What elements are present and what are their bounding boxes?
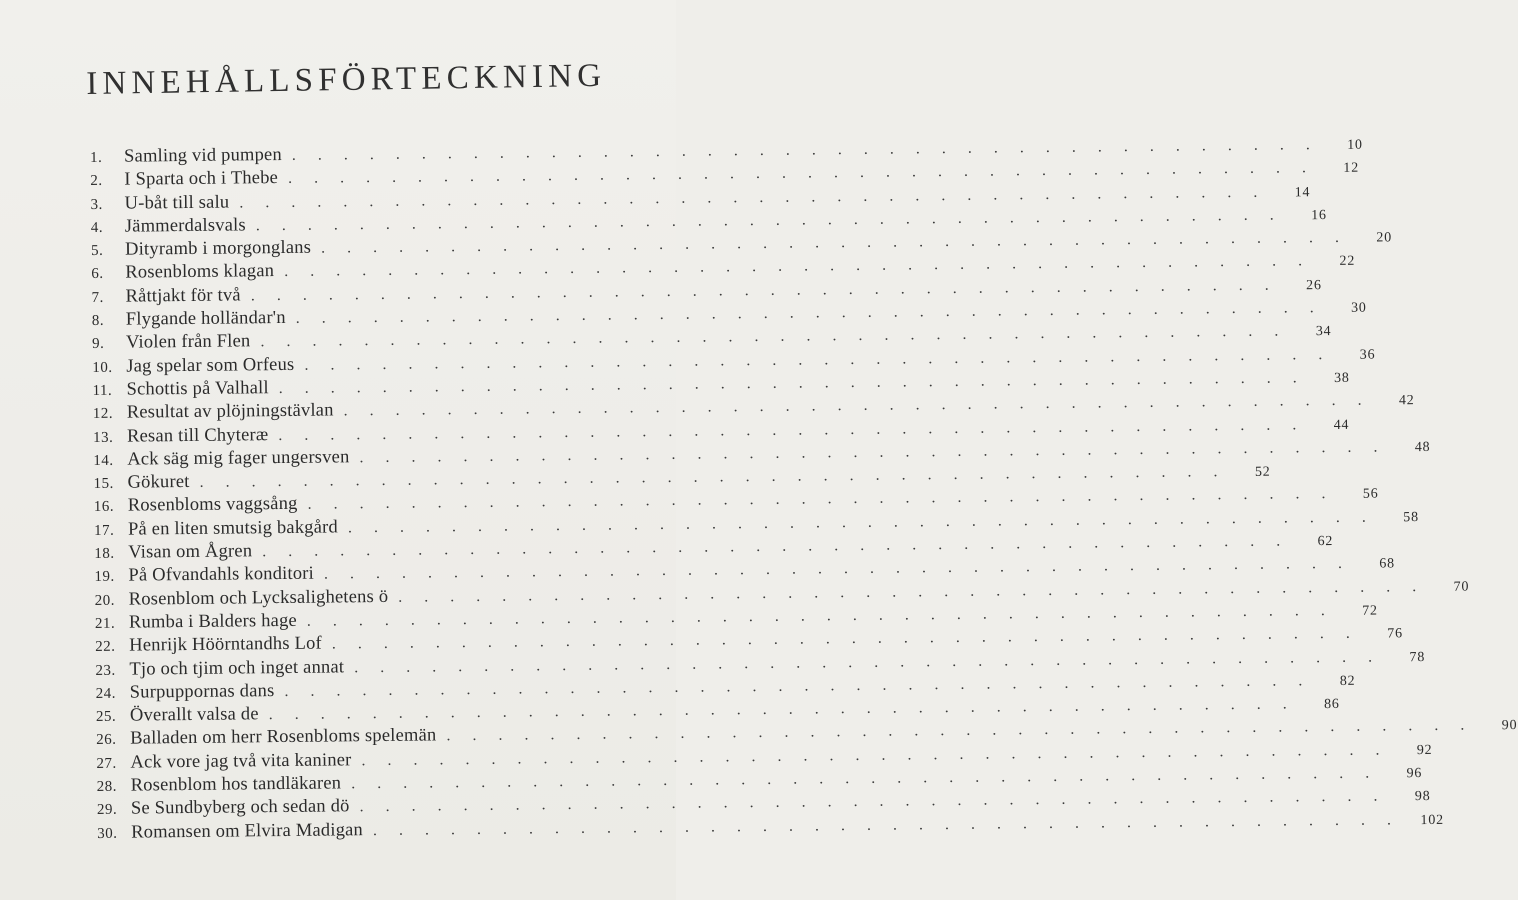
toc-dot-leader: . . . . . . . . . . . . . . . . . . . . . . . . . . . . . . . . . . . . . . . . [255,206,1283,235]
toc-entry-title: Rosenbloms klagan [125,261,275,284]
toc-entry-title: Flygande holländar'n [125,308,286,330]
toc-entry-title: Råttjakt för två [125,285,241,307]
toc-entry-title: Romansen om Elvira Madigan [131,819,364,843]
toc-entry-page-number: 72 [1362,603,1378,619]
toc-entry-title: Rosenbloms vaggsång [127,494,298,517]
toc-entry-page-number: 98 [1414,789,1431,805]
toc-entry-number: 15. [93,475,114,493]
toc-entry-title: Ack säg mig fager ungersven [127,447,350,470]
toc-entry-number: 7. [91,289,104,306]
toc-entry-page-number: 96 [1406,766,1423,782]
toc-dot-leader: . . . . . . . . . . . . . . . . . . . . . . . . . . . . . . . . . . . . . . . . [323,555,1352,583]
toc-entry-page-number: 12 [1343,161,1360,177]
toc-dot-leader: . . . . . . . . . . . . . . . . . . . . . . . . . . . . . . . . . . . . . . . . [287,159,1316,188]
toc-entry-number: 17. [93,522,115,539]
toc-entry-page-number: 90 [1501,718,1518,734]
toc-entry-page-number: 78 [1409,649,1426,665]
toc-entry-title: Rosenblom och Lycksalighetens ö [128,586,389,610]
toc-entry-number: 2. [90,173,103,190]
toc-entry-title: Resan till Chyteræ [126,424,269,447]
toc-entry-title: Rosenblom hos tandläkaren [130,773,342,796]
toc-entry-number: 11. [92,382,113,399]
toc-entry-number: 26. [96,732,117,749]
toc-entry-number: 28. [96,778,118,795]
toc-dot-leader: . . . . . . . . . . . . . . . . . . . . . . . . . . . . . . . . . . . . . . . . [354,648,1382,676]
toc-dot-leader: . . . . . . . . . . . . . . . . . . . . . . . . . . . . . . . . . . . . . . . . [284,672,1312,700]
toc-entry-number: 14. [93,452,114,469]
toc-dot-leader: . . . . . . . . . . . . . . . . . . . . . . . . . . . . . . . . . . . . . . . . [295,299,1323,327]
toc-entry-page-number: 36 [1359,347,1376,363]
toc-dot-leader: . . . . . . . . . . . . . . . . . . . . . . . . . . . . . . . . . . . . . . . . [331,624,1359,653]
toc-dot-leader: . . . . . . . . . . . . . . . . . . . . . . . . . . . . . . . . . . . . . . . . [260,322,1288,351]
toc-dot-leader: . . . . . . . . . . . . . . . . . . . . . . . . . . . . . . . . . . . . . . . . [291,136,1319,164]
toc-entry-title: Balladen om herr Rosenbloms spelemän [130,725,437,750]
page-title: INNEHÅLLSFÖRTECKNING [86,57,607,102]
toc-entry-number: 4. [90,219,104,236]
toc-dot-leader: . . . . . . . . . . . . . . . . . . . . . . . . . . . . . . . . . . . . . . . . [239,183,1267,212]
toc-entry-page-number: 10 [1347,137,1363,153]
toc-entry-title: U-båt till salu [124,192,230,214]
toc-entry-title: Jämmerdalsvals [124,215,246,237]
toc-dot-leader: . . . . . . . . . . . . . . . . . . . . . . . . . . . . . . . . . . . . . . . . [320,229,1349,257]
toc-entry-title: Gökuret [127,472,190,493]
toc-entry-title: Surpuppornas dans [129,680,275,703]
toc-entry-title: På Ofvandahls konditori [128,564,315,586]
toc-entry-page-number: 20 [1376,230,1393,246]
toc-dot-leader: . . . . . . . . . . . . . . . . . . . . . . . . . . . . . . . . . . . . . . . . [398,577,1426,606]
toc-entry-title: Samling vid pumpen [124,144,282,167]
toc-dot-leader: . . . . . . . . . . . . . . . . . . . . . . . . . . . . . . . . . . . . . . . . [304,345,1332,374]
toc-entry-title: Schottis på Valhall [126,378,269,400]
toc-entry-page-number: 58 [1403,509,1419,526]
toc-dot-leader: . . . . . . . . . . . . . . . . . . . . . . . . . . . . . . . . . . . . . . . . [199,463,1227,492]
toc-entry-number: 23. [95,662,116,679]
toc-entry-page-number: 44 [1333,417,1350,433]
toc-entry-title: Resultat av plöjningstävlan [126,400,334,423]
toc-dot-leader: . . . . . . . . . . . . . . . . . . . . . . . . . . . . . . . . . . . . . . . . [284,252,1312,281]
toc-entry-page-number: 16 [1311,207,1327,224]
toc-entry-number: 19. [94,569,115,586]
toc-entry-number: 5. [91,243,104,260]
toc-entry-number: 18. [94,545,115,563]
toc-entry-page-number: 38 [1334,370,1350,386]
toc-entry-page-number: 34 [1315,324,1332,340]
toc-dot-leader: . . . . . . . . . . . . . . . . . . . . . . . . . . . . . . . . . . . . . . . . [361,741,1389,769]
toc-dot-leader: . . . . . . . . . . . . . . . . . . . . . . . . . . . . . . . . . . . . . . . . [278,369,1306,398]
toc-entry-page-number: 82 [1339,673,1356,689]
toc-entry-number: 3. [90,196,103,213]
toc-entry-title: Dityramb i morgonglans [124,237,312,260]
toc-entry-title: Överallt valsa de [129,704,259,726]
toc-entry-page-number: 76 [1387,626,1403,642]
toc-entry-number: 10. [92,359,113,376]
toc-entry-number: 8. [91,312,105,330]
toc-entry-title: Ack vore jag två vita kaniner [130,750,352,773]
toc-entry-title: Henrijk Höörntandhs Lof [129,633,322,656]
toc-dot-leader: . . . . . . . . . . . . . . . . . . . . . . . . . . . . . . . . . . . . . . . . [347,508,1375,537]
toc-entry-page-number: 48 [1414,439,1431,456]
toc-entry-number: 16. [93,499,115,516]
toc-entry-title: Visan om Ågren [128,541,253,563]
toc-dot-leader: . . . . . . . . . . . . . . . . . . . . . . . . . . . . . . . . . . . . . . . . [250,276,1278,305]
toc-dot-leader: . . . . . . . . . . . . . . . . . . . . . . . . . . . . . . . . . . . . . . . . [359,438,1387,467]
toc-entry-page-number: 26 [1306,277,1322,294]
toc-dot-leader: . . . . . . . . . . . . . . . . . . . . . . . . . . . . . . . . . . . . . . . . [343,391,1371,420]
toc-entry-number: 27. [96,755,117,772]
toc-entry-title: Rumba i Balders hage [128,610,297,633]
toc-entry-number: 22. [95,638,116,656]
table-of-contents [90,136,1518,845]
toc-entry-page-number: 14 [1294,184,1311,200]
toc-entry-title: I Sparta och i Thebe [124,168,279,190]
toc-entry-number: 9. [91,336,105,353]
toc-entry-title: Se Sundbyberg och sedan dö [130,796,350,819]
toc-entry-page-number: 92 [1416,742,1433,758]
toc-entry-number: 29. [96,802,118,819]
toc-entry-page-number: 70 [1453,579,1470,595]
toc-entry-page-number: 30 [1351,300,1367,316]
toc-entry-page-number: 68 [1379,556,1395,572]
toc-entry-number: 13. [92,429,114,446]
toc-entry-title: Tjo och tjim och inget annat [129,656,345,680]
toc-entry-page-number: 62 [1317,534,1334,550]
toc-entry-number: 20. [94,592,116,609]
toc-entry-page-number: 56 [1362,486,1379,503]
toc-entry-number: 24. [95,685,117,702]
toc-entry-title: På en liten smutsig bakgård [127,517,339,540]
toc-dot-leader: . . . . . . . . . . . . . . . . . . . . . . . . . . . . . . . . . . . . . . . . [446,716,1474,745]
toc-entry-number: 21. [94,615,116,632]
toc-dot-leader: . . . . . . . . . . . . . . . . . . . . . . . . . . . . . . . . . . . . . . . . [307,485,1335,514]
toc-entry-page-number: 102 [1420,812,1444,828]
toc-entry-title: Violen från Flen [125,331,251,354]
toc-entry-number: 1. [90,149,103,166]
toc-entry-number: 30. [97,825,118,842]
toc-dot-leader: . . . . . . . . . . . . . . . . . . . . . . . . . . . . . . . . . . . . . . . . [359,787,1387,816]
toc-entry-page-number: 42 [1398,393,1415,409]
toc-entry-number: 25. [95,708,117,726]
toc-dot-leader: . . . . . . . . . . . . . . . . . . . . . . . . . . . . . . . . . . . . . . . . [351,764,1379,793]
toc-dot-leader: . . . . . . . . . . . . . . . . . . . . . . . . . . . . . . . . . . . . . . . . [262,532,1290,561]
toc-entry-page-number: 22 [1339,254,1356,270]
toc-entry-number: 12. [92,406,114,423]
toc-dot-leader: . . . . . . . . . . . . . . . . . . . . . . . . . . . . . . . . . . . . . . . . [278,415,1306,444]
toc-dot-leader: . . . . . . . . . . . . . . . . . . . . . . . . . . . . . . . . . . . . . . . . [268,695,1296,724]
toc-entry-page-number: 86 [1323,697,1340,713]
toc-entry-number: 6. [91,266,104,283]
toc-entry-page-number: 52 [1254,464,1271,480]
toc-entry-title: Jag spelar som Orfeus [126,354,295,377]
toc-dot-leader: . . . . . . . . . . . . . . . . . . . . . . . . . . . . . . . . . . . . . . . . [306,601,1334,630]
toc-dot-leader: . . . . . . . . . . . . . . . . . . . . . . . . . . . . . . . . . . . . . . . . [372,810,1400,839]
